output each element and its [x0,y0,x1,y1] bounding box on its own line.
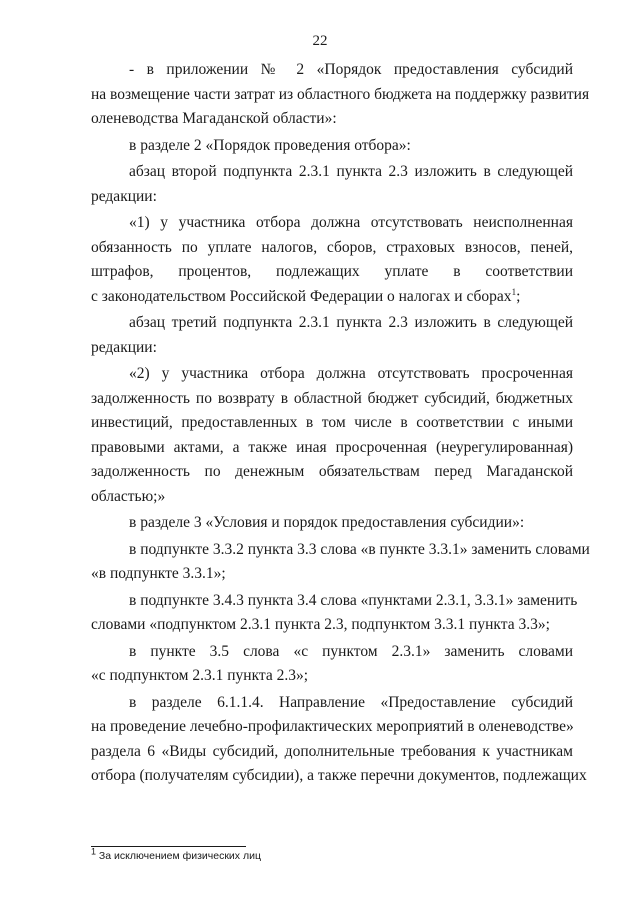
text-line-content: абзац третий подпункта 2.3.1 пункта 2.3 изложить в следующей [129,314,573,331]
text-line-content: областью;» [91,487,166,505]
text-line-content: раздела 6 «Виды субсидий, дополнительные требования к участникам [91,742,573,760]
document-body [91,58,590,789]
text-line [91,387,573,412]
text-line-content: задолженность по возврату в областной бюджет субсидий, бюджетных [91,389,573,407]
text-line-content: правовыми актами, а также иная просроченная (неурегулированная) [91,438,573,456]
footnote [91,846,261,862]
text-line-content: «2) у участника отбора должна отсутствовать просроченная [129,365,573,382]
text-line-content: редакции: [91,338,157,356]
text-line-content: штрафов, процентов, подлежащих уплате в соответствии [91,263,573,280]
text-line-content: отбора (получателям субсидии), а также перечни документов, подлежащих [91,767,587,784]
text-line-content: в разделе 2 «Порядок проведения отбора»: [129,136,411,154]
text-line-content: в подпункте 3.4.3 пункта 3.4 слова «пунктами 2.3.1, 3.3.1» заменить [129,591,578,609]
text-line-content: в разделе 3 «Условия и порядок предоставления субсидии»: [129,514,525,531]
text-line [91,185,573,210]
text-line [91,691,573,716]
text-line-content: «с подпунктом 2.3.1 пункта 2.3»; [91,667,309,684]
text-line-content: в подпункте 3.3.2 пункта 3.3 слова «в пункте 3.3.1» заменить словами [129,540,590,558]
text-line [91,311,573,336]
text-line [91,107,573,132]
text-line [91,511,573,536]
text-line [91,211,573,236]
text-line [91,436,573,461]
text-line [91,613,573,638]
text-line-content: инвестиций, предоставленных в том числе в соответствии с иными [91,414,573,431]
text-line-content: «в подпункте 3.3.1»; [91,565,226,582]
text-line [91,764,587,789]
text-line-content: на возмещение части затрат из областного бюджета на поддержку развития [91,85,590,103]
text-line [91,538,590,563]
text-line [91,336,573,361]
text-line-content: с законодательством Российской Федерации о налогах и сборах [91,287,512,305]
text-line-content: абзац второй подпункта 2.3.1 пункта 2.3 изложить в следующей [129,163,573,180]
footnote-reference: 1 [511,286,517,297]
text-line [91,589,578,614]
text-line-content: - в приложении № 2 «Порядок предоставления субсидий [129,61,573,78]
text-line-content: редакции: [91,187,157,205]
text-line [91,664,573,689]
text-line-content: задолженность по денежным обязательствам перед Магаданской [91,463,573,480]
text-line-content: в пункте 3.5 слова «с пунктом 2.3.1» заменить словами [129,642,573,660]
text-line-content: «1) у участника отбора должна отсутствовать неисполненная [129,214,573,231]
text-line [91,83,590,108]
text-line [91,411,573,436]
text-line [91,460,573,485]
text-line-content: словами «подпунктом 2.3.1 пункта 2.3, подпунктом 3.3.1 пункта 3.3»; [91,616,550,633]
text-line [91,562,573,587]
footnote-text: За исключением физических лиц [96,850,261,862]
text-line [91,362,573,387]
text-line [91,260,573,285]
text-line [91,740,573,765]
page-number: 22 [312,33,328,49]
text-line [91,58,573,83]
footnote-marker: 1 [91,846,97,857]
text-line-content: на проведение лечебно-профилактических мероприятий в оленеводстве» [91,718,574,735]
text-line [91,715,573,740]
text-line-content: обязанность по уплате налогов, сборов, страховых взносов, пеней, [91,238,573,256]
text-line [91,485,573,510]
text-line [91,285,573,310]
text-line-content: оленеводства Магаданской области»: [91,110,337,127]
text-line [91,236,573,261]
footnote-divider [91,846,246,847]
text-line-content: в разделе 6.1.1.4. Направление «Предоставление субсидий [129,693,573,711]
text-line [91,160,573,185]
text-line-tail: ; [516,287,521,305]
text-line [91,134,573,159]
text-line [91,640,573,665]
